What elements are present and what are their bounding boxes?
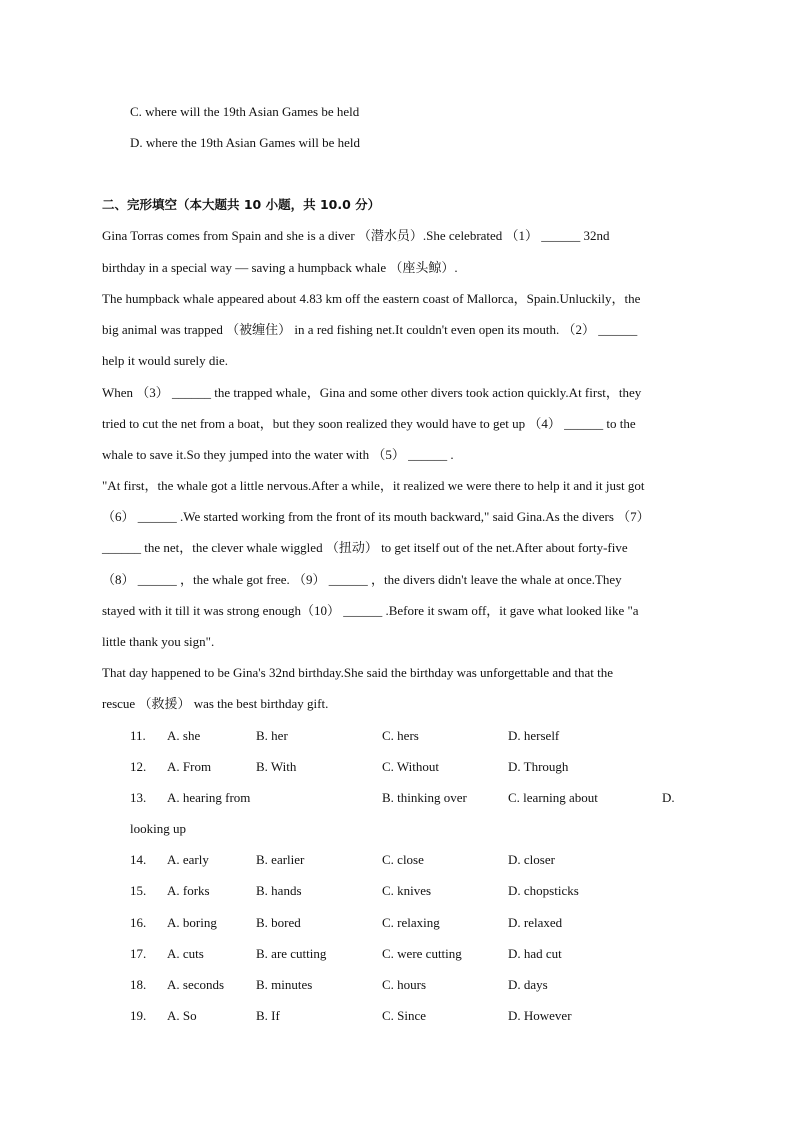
question-number: 17. bbox=[130, 946, 147, 961]
passage-line: "At first，the whale got a little nervous.After a while，it realized we were there to help it and it just got bbox=[102, 478, 645, 493]
option-c: C. knives bbox=[382, 883, 432, 898]
option-c: C. Since bbox=[382, 1008, 427, 1023]
option-b: B. With bbox=[256, 759, 297, 774]
passage-line: big animal was trapped （被缠住） in a red fishing net.It couldn't even open its mouth. （2） ______ bbox=[102, 322, 638, 337]
section-heading: 二、完形填空（本大题共 10 小题，共 10.0 分） bbox=[102, 197, 381, 212]
option-a: A. From bbox=[167, 759, 212, 774]
option-b: B. hands bbox=[256, 883, 302, 898]
option-a: A. cuts bbox=[167, 946, 204, 961]
passage-line: birthday in a special way — saving a humpback whale （座头鲸）. bbox=[102, 260, 458, 275]
passage-line: Gina Torras comes from Spain and she is a diver （潜水员）.She celebrated （1） ______ 32nd bbox=[102, 228, 610, 243]
question-number: 14. bbox=[130, 852, 147, 867]
option-c: C. learning about bbox=[508, 790, 598, 805]
option-d: D. However bbox=[508, 1008, 572, 1023]
option-a: A. hearing from bbox=[167, 790, 251, 805]
option-a: A. boring bbox=[167, 915, 217, 930]
option-b: B. earlier bbox=[256, 852, 305, 867]
option-c: C. were cutting bbox=[382, 946, 462, 961]
option-b: B. If bbox=[256, 1008, 280, 1023]
option-b: B. her bbox=[256, 728, 288, 743]
option-d: D. bbox=[662, 790, 675, 805]
question-number: 19. bbox=[130, 1008, 147, 1023]
question-number: 15. bbox=[130, 883, 147, 898]
passage-line: （6） ______ .We started working from the front of its mouth backward," said Gina.As the divers （7） bbox=[102, 509, 650, 524]
option-a: A. early bbox=[167, 852, 209, 867]
question-number: 13. bbox=[130, 790, 147, 805]
option-c: C. relaxing bbox=[382, 915, 440, 930]
question-number: 11. bbox=[130, 728, 146, 743]
option-c: C. hers bbox=[382, 728, 419, 743]
question-number: 16. bbox=[130, 915, 147, 930]
option-b: B. bored bbox=[256, 915, 301, 930]
option-a: A. So bbox=[167, 1008, 197, 1023]
option-b: B. are cutting bbox=[256, 946, 327, 961]
option-c: C. hours bbox=[382, 977, 427, 992]
option-d: D. had cut bbox=[508, 946, 562, 961]
option-c: C. Without bbox=[382, 759, 440, 774]
passage-line: When （3） ______ the trapped whale，Gina and some other divers took action quickly.At first，they bbox=[102, 385, 642, 400]
prev-option-d: D. where the 19th Asian Games will be held bbox=[130, 135, 360, 150]
option-b: B. thinking over bbox=[382, 790, 467, 805]
option-b: B. minutes bbox=[256, 977, 313, 992]
option-d: D. closer bbox=[508, 852, 555, 867]
prev-option-c: C. where will the 19th Asian Games be held bbox=[130, 104, 360, 119]
passage-line: rescue （救援） was the best birthday gift. bbox=[102, 696, 329, 711]
option-d-continuation: looking up bbox=[130, 821, 186, 836]
passage-line: whale to save it.So they jumped into the water with （5） ______ . bbox=[102, 447, 454, 462]
option-a: A. forks bbox=[167, 883, 210, 898]
passage-line: That day happened to be Gina's 32nd birthday.She said the birthday was unforgettable and that the bbox=[102, 665, 614, 680]
passage-line: （8） ______ ，the whale got free. （9） ______ ，the divers didn't leave the whale at once.They bbox=[102, 572, 622, 587]
passage-line: stayed with it till it was strong enough（10） ______ .Before it swam off，it gave what looked like "a bbox=[102, 603, 639, 618]
option-d: D. days bbox=[508, 977, 548, 992]
passage-line: little thank you sign". bbox=[102, 634, 215, 649]
passage-line: tried to cut the net from a boat，but they soon realized they would have to get up （4） ______ to the bbox=[102, 416, 636, 431]
option-d: D. herself bbox=[508, 728, 560, 743]
option-d: D. Through bbox=[508, 759, 569, 774]
passage-line: The humpback whale appeared about 4.83 km off the eastern coast of Mallorca，Spain.Unluckily，the bbox=[102, 291, 641, 306]
passage-line: ______ the net，the clever whale wiggled （扭动） to get itself out of the net.After about forty-five bbox=[102, 540, 628, 555]
passage-line: help it would surely die. bbox=[102, 353, 229, 368]
option-a: A. she bbox=[167, 728, 201, 743]
option-c: C. close bbox=[382, 852, 424, 867]
question-number: 12. bbox=[130, 759, 147, 774]
question-number: 18. bbox=[130, 977, 147, 992]
option-a: A. seconds bbox=[167, 977, 225, 992]
option-d: D. chopsticks bbox=[508, 883, 579, 898]
option-d: D. relaxed bbox=[508, 915, 563, 930]
